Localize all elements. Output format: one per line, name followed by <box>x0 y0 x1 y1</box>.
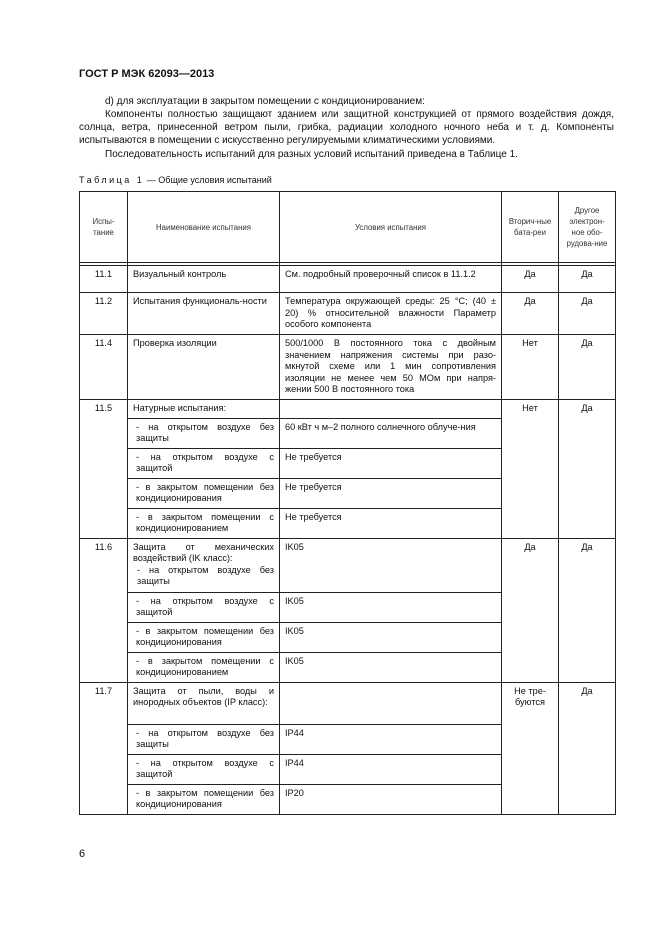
test-number: 11.5 <box>80 400 128 539</box>
header-test-number: Испы-тание <box>80 192 128 263</box>
test-name-main: Защита от механических воздействий (IK класс): <box>133 541 274 563</box>
header-test-conditions: Условия испытания <box>280 192 502 263</box>
page-number: 6 <box>79 848 86 860</box>
test-conditions: IP44 <box>280 754 502 784</box>
test-name: Испытания функциональ-ности <box>128 293 280 335</box>
batteries-value: Да <box>502 266 559 293</box>
test-conditions: IP20 <box>280 784 502 814</box>
test-number: 11.6 <box>80 538 128 682</box>
test-name: Защита от пыли, воды и инородных объектов (IP класс): <box>128 682 280 724</box>
test-conditions: См. подробный проверочный список в 11.1.2 <box>280 266 502 293</box>
table-header-row <box>80 192 616 263</box>
other-equipment-value: Да <box>559 400 616 539</box>
paragraph-components: Компоненты полностью защищают зданием или защитной конструкцией от прямого воздействия дождя, солнца, ветра, принесенной ветром пыли, грибка, радиации холодного ночного неба и т. д. Компоненты испытываются в помещении с искусственно регулируемыми климатическими условиями. <box>79 109 614 146</box>
test-name <box>128 538 280 592</box>
test-conditions: 60 кВт ч м–2 полного солнечного облуче-ния <box>280 418 502 448</box>
table-caption-label: Таблица 1 <box>79 175 145 185</box>
batteries-value: Не тре-буются <box>502 682 559 814</box>
test-name: Визуальный контроль <box>128 266 280 293</box>
test-conditions: Температура окружающей среды: 25 °С; (40 ± 20) % относительной влажности Параметр особого компонента <box>280 293 502 335</box>
test-conditions <box>280 400 502 419</box>
table-row <box>80 266 616 293</box>
table-row <box>80 538 616 592</box>
test-name-sub: - на открытом воздухе без защиты <box>137 564 274 586</box>
test-conditions: Не требуется <box>280 478 502 508</box>
test-subcondition-name: - на открытом воздухе с защитой <box>128 448 280 478</box>
table-row <box>80 682 616 724</box>
header-test-name: Наименование испытания <box>128 192 280 263</box>
test-conditions: IK05 <box>280 592 502 622</box>
test-conditions: IK05 <box>280 652 502 682</box>
test-number: 11.1 <box>80 266 128 293</box>
other-equipment-value: Да <box>559 335 616 400</box>
header-other-equipment: Другое электрон-ное обо-рудова-ние <box>559 192 616 263</box>
table-row <box>80 400 616 419</box>
test-name: Проверка изоляции <box>128 335 280 400</box>
other-equipment-value: Да <box>559 538 616 682</box>
other-equipment-value: Да <box>559 293 616 335</box>
test-subcondition-name: - в закрытом помещении без кондиционирования <box>128 478 280 508</box>
batteries-value: Да <box>502 293 559 335</box>
test-conditions: IP44 <box>280 724 502 754</box>
other-equipment-value: Да <box>559 266 616 293</box>
test-number: 11.7 <box>80 682 128 814</box>
test-subcondition-name: - на открытом воздухе без защиты <box>128 724 280 754</box>
batteries-value: Нет <box>502 335 559 400</box>
table-row <box>80 293 616 335</box>
test-conditions: 500/1000 В постоянного тока с двойным значением напряжения системы при разо-мкнутой схеме или 1 мин сопротивления изоляции не менее чем 50 МОм при напря-жении 500 В постоянного тока <box>280 335 502 400</box>
batteries-value: Да <box>502 538 559 682</box>
document-header: ГОСТ Р МЭК 62093—2013 <box>79 68 215 80</box>
batteries-value: Нет <box>502 400 559 539</box>
test-subcondition-name: - на открытом воздухе с защитой <box>128 592 280 622</box>
table-row <box>80 335 616 400</box>
test-conditions: Не требуется <box>280 508 502 538</box>
paragraph-d: d) для эксплуатации в закрытом помещении с кондиционированием: <box>105 96 425 107</box>
test-subcondition-name: - на открытом воздухе без защиты <box>128 418 280 448</box>
test-subcondition-name: - в закрытом помещении без кондиционирования <box>128 784 280 814</box>
test-conditions: IK05 <box>280 622 502 652</box>
test-subcondition-name: - в закрытом помещении с кондиционированием <box>128 652 280 682</box>
test-name: Натурные испытания: <box>128 400 280 419</box>
paragraph-sequence: Последовательность испытаний для разных условий испытаний приведена в Таблице 1. <box>105 149 518 160</box>
test-subcondition-name: - на открытом воздухе с защитой <box>128 754 280 784</box>
test-number: 11.4 <box>80 335 128 400</box>
test-conditions <box>280 682 502 724</box>
test-subcondition-name: - в закрытом помещении с кондиционированием <box>128 508 280 538</box>
table-caption-text: — Общие условия испытаний <box>144 175 272 185</box>
test-subcondition-name: - в закрытом помещении без кондиционирования <box>128 622 280 652</box>
table-caption <box>79 175 272 185</box>
test-number: 11.2 <box>80 293 128 335</box>
test-conditions: IK05 <box>280 538 502 592</box>
test-conditions-table <box>79 191 616 815</box>
test-conditions: Не требуется <box>280 448 502 478</box>
header-secondary-batteries: Вторич-ные бата-реи <box>502 192 559 263</box>
other-equipment-value: Да <box>559 682 616 814</box>
